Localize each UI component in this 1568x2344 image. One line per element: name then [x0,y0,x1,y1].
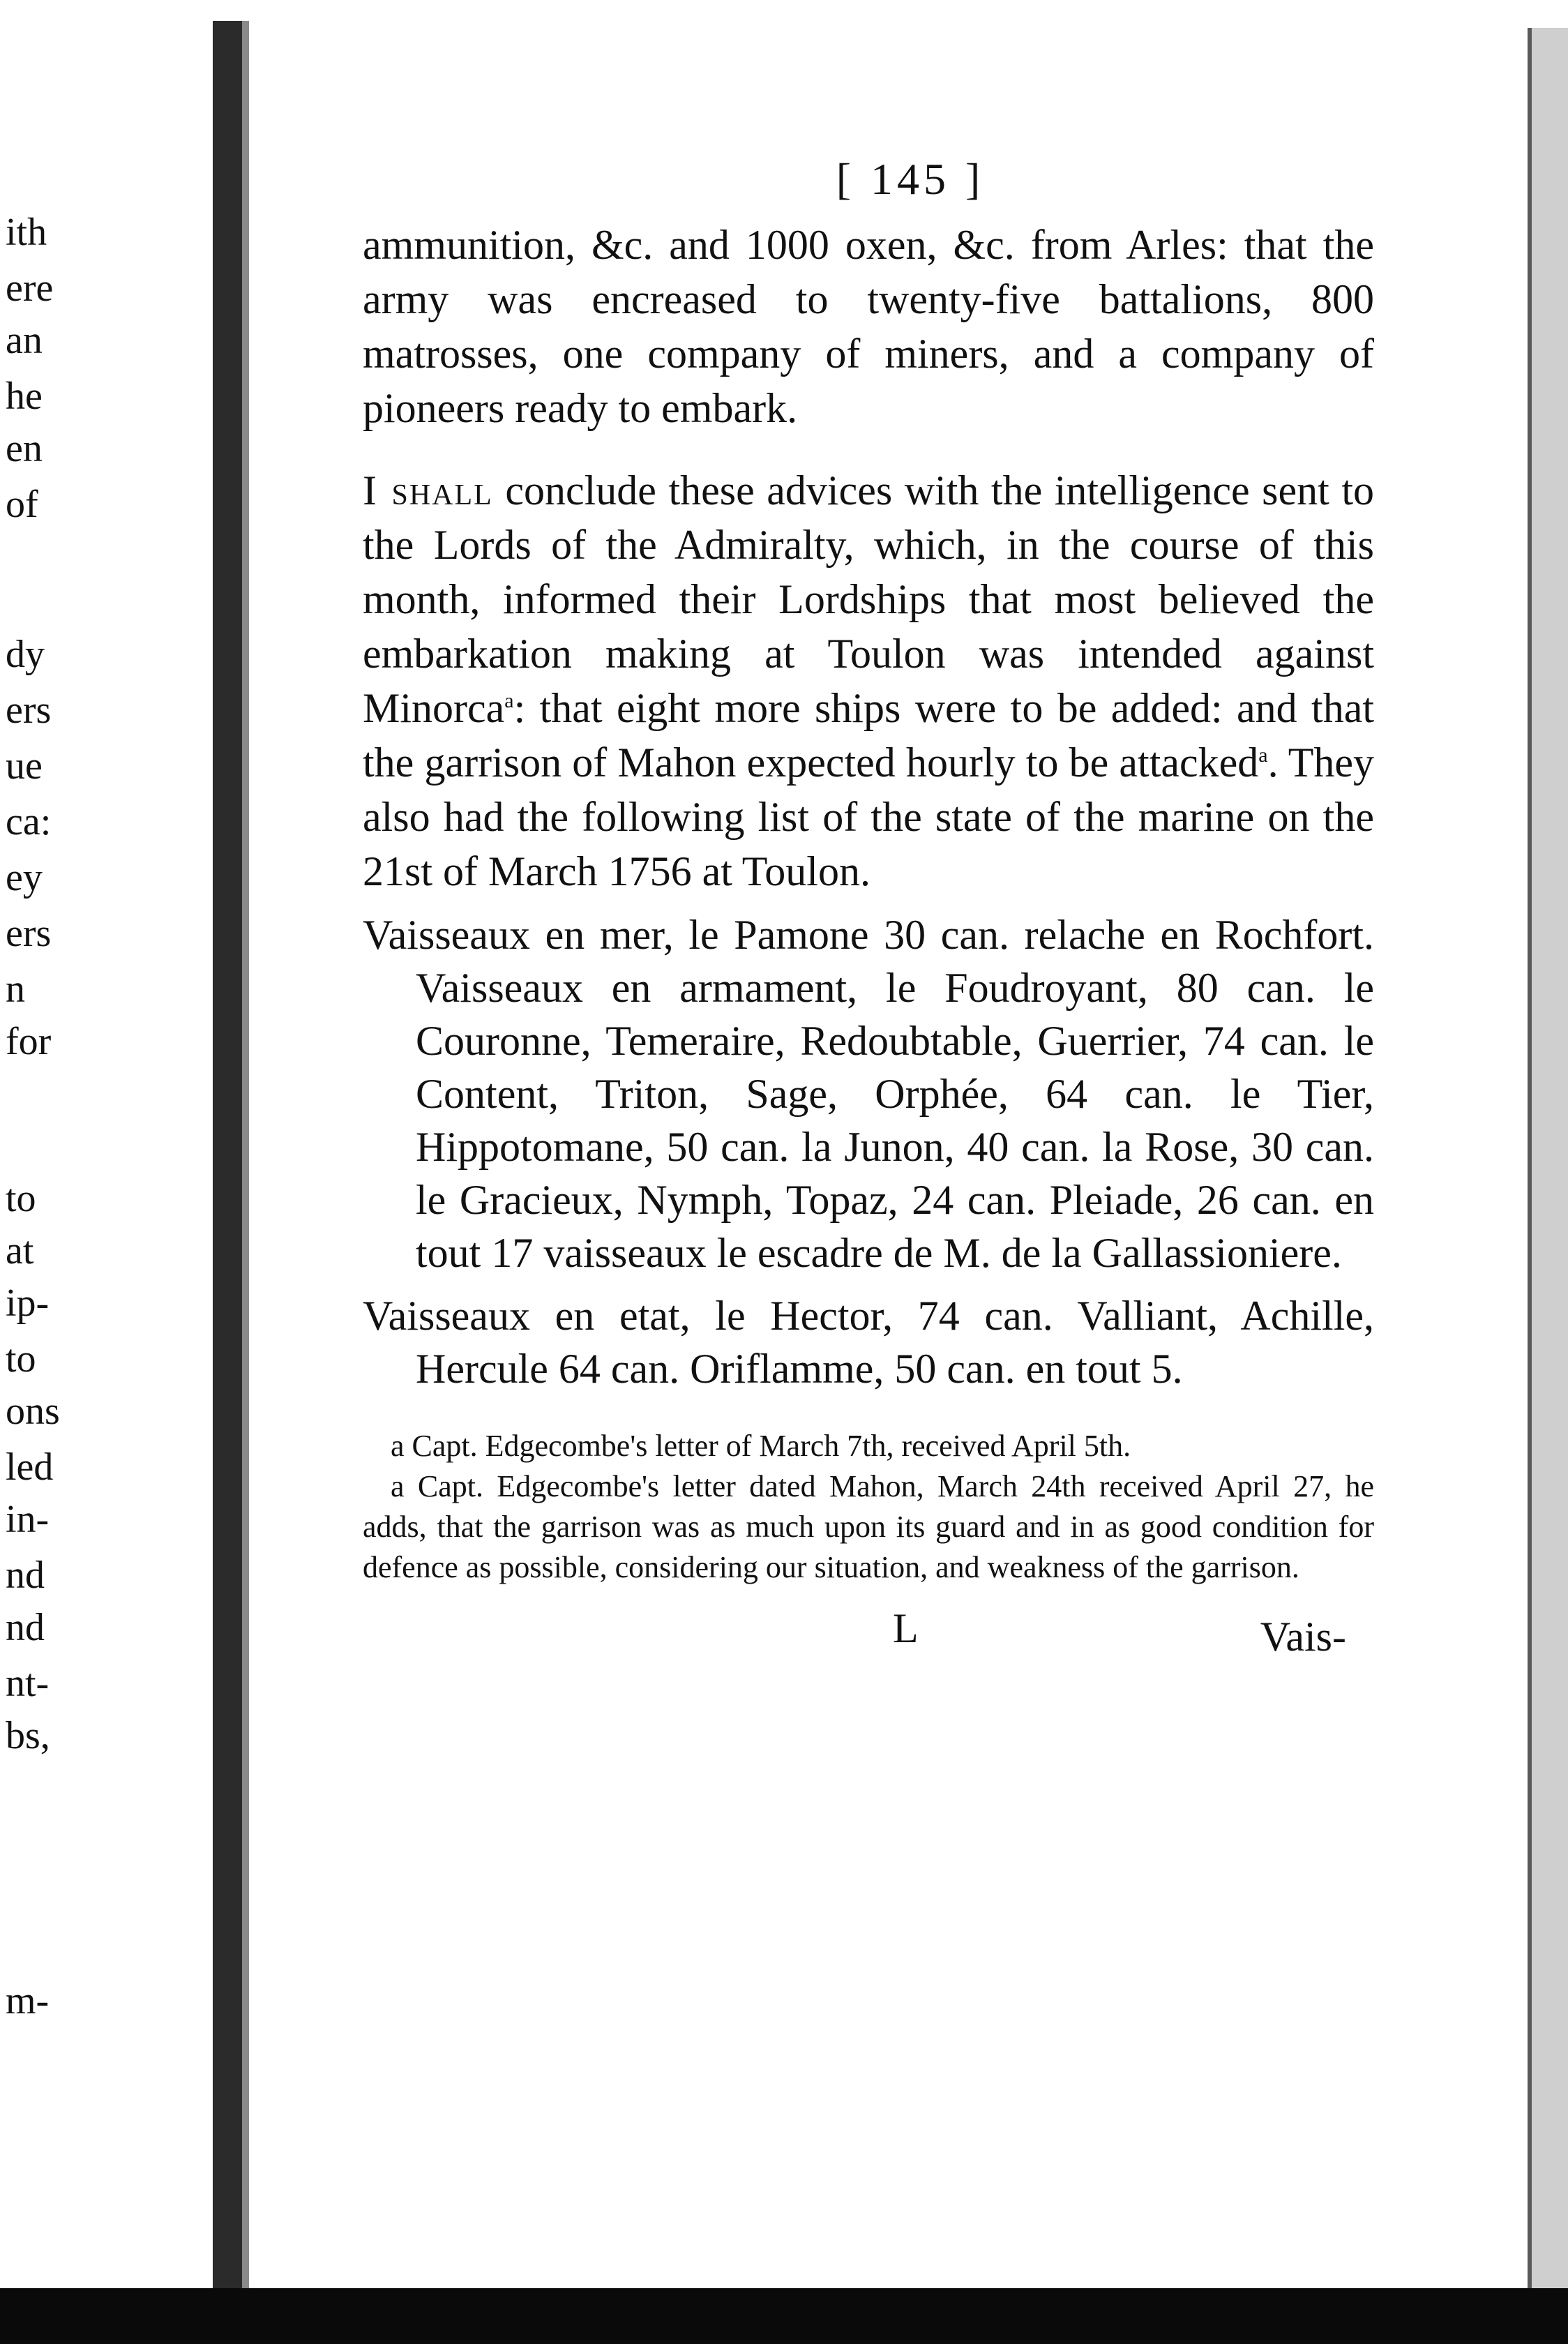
facing-page-line: ers [6,689,52,732]
footnote-mark: a [1258,744,1268,767]
footnote: a Capt. Edgecombe's letter dated Mahon, March 24th received April 27, he adds, that the garrison was as much upon its guard and in as good condition for defence as possible, considering our situation, and weakness of the garrison. [363,1469,1374,1584]
scan-border [0,2288,1568,2344]
facing-page-line: en [6,427,43,470]
book-gutter [213,21,242,2309]
facing-page-line: for [6,1020,52,1063]
facing-page-line: ith [6,211,47,254]
facing-page-line: ue [6,744,43,788]
fleet-list-entry: Vaisseaux en mer, le Pamone 30 can. relache en Rochfort. Vaisseaux en armament, le Foudroyant, 80 can. le Couronne, Temeraire, Redoubtable, Guerrier, 74 can. le Content, Triton, Sage, Orphée, 64 can. le Tier, Hippotomane, 50 can. la Junon, 40 can. la Rose, 30 can. le Gracieux, Nymph, Topaz, 24 can. Pleiade, 26 can. en tout 17 vaisseaux le escadre de M. de la Gallassioniere. [363,912,1374,1276]
footnotes [363,1426,1374,1588]
facing-page-line: an [6,319,43,362]
facing-page-line: ca: [6,800,52,843]
facing-page-line: of [6,483,38,526]
facing-page-line: nd [6,1554,45,1597]
signature-mark: L [893,1605,919,1651]
footnote-mark: a [504,689,514,712]
facing-page-line: bs, [6,1714,50,1757]
facing-page-line: he [6,375,43,418]
facing-page-line: m- [6,1979,50,2022]
page-number: [ 145 ] [836,154,985,204]
page-edge [1528,28,1568,2309]
facing-page-line: dy [6,633,45,676]
facing-page-line: ons [6,1390,60,1433]
paragraph-text: conclude these advices with the intelligence sent to the Lords of the Admiralty, which, in the course of this month, informed their Lordships that most believed the embarkation making at Toulon was intended against Minorca [363,467,1374,731]
paragraph [363,463,1374,899]
paragraph: ammunition, &c. and 1000 oxen, &c. from Arles: that the army was encreased to twenty-five battalions, 800 matrosses, one company of miners, and a company of pioneers ready to embark. [363,222,1374,431]
footnote: a Capt. Edgecombe's letter of March 7th, received April 5th. [391,1429,1131,1463]
facing-page-line: led [6,1445,54,1489]
fleet-list-entry: Vaisseaux en etat, le Hector, 74 can. Valliant, Achille, Hercule 64 can. Oriflamme, 50 can. en tout 5. [363,1293,1374,1392]
facing-page-line: ey [6,856,43,899]
page-footer [363,1605,1374,1660]
facing-page-line: nt- [6,1662,50,1705]
facing-page-line: at [6,1229,34,1272]
facing-page-fragment [0,0,209,2288]
facing-page-line: n [6,968,25,1011]
facing-page-line: to [6,1177,36,1220]
book-page [363,153,1374,1660]
facing-page-line: ers [6,912,52,955]
facing-page-line: to [6,1337,36,1381]
facing-page-line: in- [6,1498,50,1541]
facing-page-line: nd [6,1606,45,1649]
gutter-shadow [242,21,249,2309]
catchword: Vais- [1260,1614,1346,1660]
paragraph-text: : that eight more ships were to be added: and that the garrison of Mahon expected hourly to be attacked [363,685,1374,786]
paragraph-lead-small-caps: I shall [363,467,493,513]
facing-page-line: ere [6,266,54,310]
paragraph-text: . They also had the following list of the state of the marine on the 21st of March 1756 at Toulon. [363,739,1374,894]
facing-page-line: ip- [6,1282,50,1325]
